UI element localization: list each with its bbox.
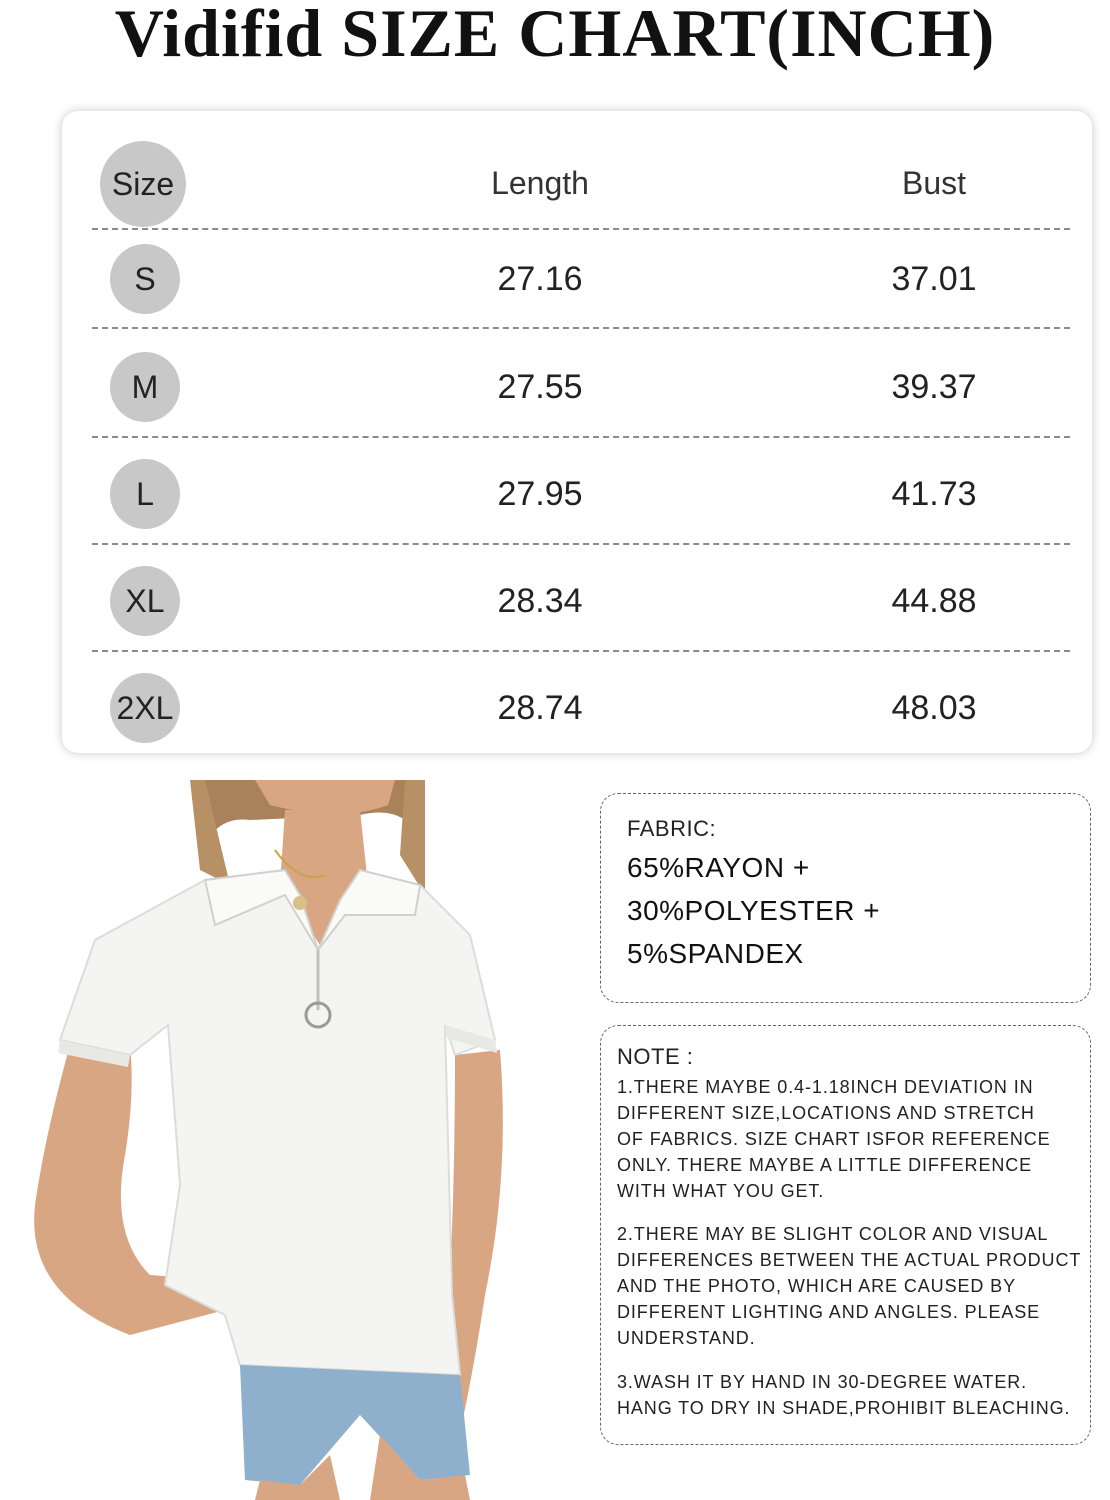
row-divider — [92, 436, 1070, 438]
bust-value: 44.88 — [891, 582, 977, 620]
model-photo — [0, 775, 560, 1500]
length-value: 27.95 — [497, 475, 583, 513]
bust-value: 37.01 — [891, 260, 977, 298]
table-row — [62, 551, 1092, 651]
bust-header: Bust — [901, 165, 967, 201]
row-divider — [92, 650, 1070, 652]
note-box — [600, 1025, 1091, 1445]
size-badge: XL — [110, 566, 180, 636]
fabric-box — [600, 793, 1091, 1003]
fabric-line: 30%POLYESTER + — [627, 895, 881, 926]
table-row — [62, 337, 1092, 437]
table-row — [62, 658, 1092, 758]
note-label: NOTE : — [617, 1044, 694, 1069]
table-header-row — [62, 133, 1092, 233]
row-divider — [92, 327, 1070, 329]
note-paragraph: 2.THERE MAY BE SLIGHT COLOR AND VISUAL DIFFERENCES BETWEEN THE ACTUAL PRODUCT AND THE PHOTO, WHICH ARE CAUSED BY DIFFERENT LIGHTING AND ANGLES. PLEASE UNDERSTAND. — [617, 1224, 1082, 1348]
size-badge: L — [110, 459, 180, 529]
size-badge: M — [110, 352, 180, 422]
size-header-badge: Size — [100, 141, 186, 227]
fabric-line: 65%RAYON + — [627, 852, 810, 883]
bust-value: 48.03 — [891, 689, 977, 727]
table-row — [62, 444, 1092, 544]
length-value: 27.16 — [497, 260, 583, 298]
bust-value: 41.73 — [891, 475, 977, 513]
length-value: 28.74 — [497, 689, 583, 727]
size-badge: S — [110, 244, 180, 314]
size-chart-table — [62, 111, 1092, 753]
length-value: 27.55 — [497, 368, 583, 406]
length-header: Length — [491, 165, 589, 201]
note-paragraph: 1.THERE MAYBE 0.4-1.18INCH DEVIATION IN DIFFERENT SIZE,LOCATIONS AND STRETCH OF FABRICS. SIZE CHART ISFOR REFERENCE ONLY. THERE MAYBE A LITTLE DIFFERENCE WITH WHAT YOU GET. — [617, 1077, 1051, 1201]
row-divider — [92, 543, 1070, 545]
table-row — [62, 229, 1092, 329]
length-value: 28.34 — [497, 582, 583, 620]
note-paragraph: 3.WASH IT BY HAND IN 30-DEGREE WATER. HANG TO DRY IN SHADE,PROHIBIT BLEACHING. — [617, 1372, 1071, 1418]
page-title: Vidifid SIZE CHART(INCH) — [114, 0, 996, 71]
size-badge: 2XL — [110, 673, 180, 743]
bust-value: 39.37 — [891, 368, 977, 406]
fabric-line: 5%SPANDEX — [627, 938, 804, 969]
fabric-label: FABRIC: — [627, 816, 717, 841]
